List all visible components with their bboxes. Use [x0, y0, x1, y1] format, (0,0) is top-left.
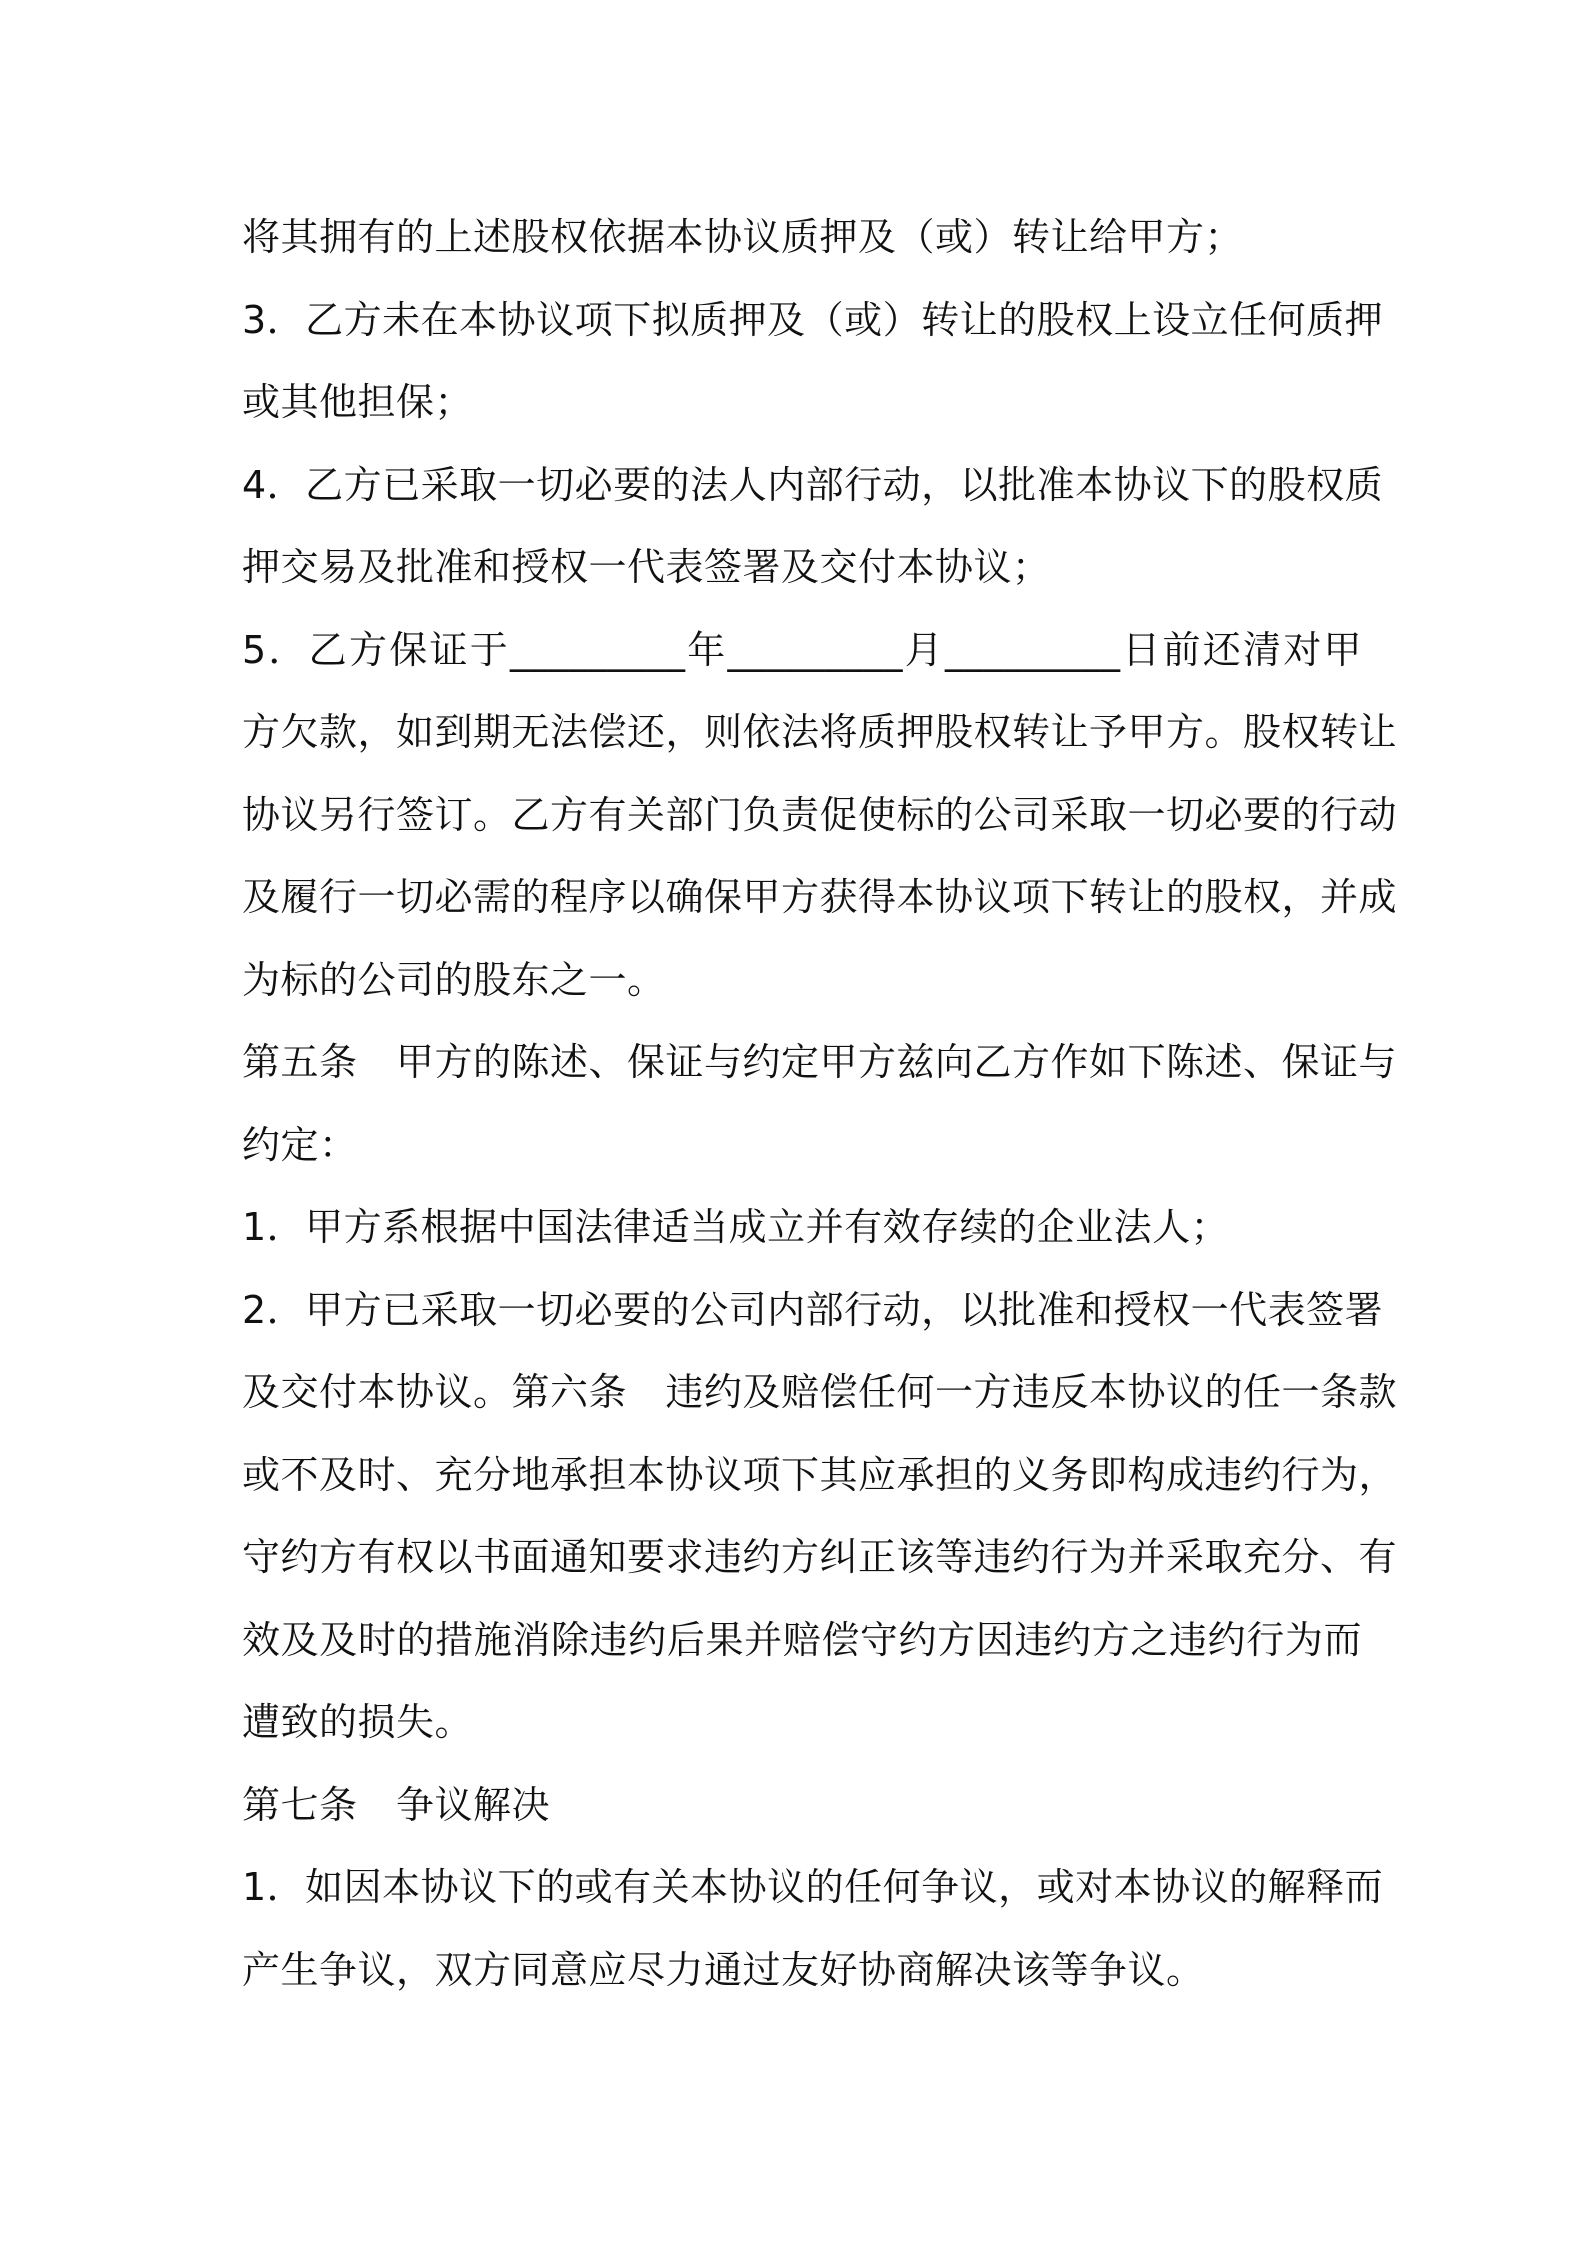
text-line: 协议另行签订。乙方有关部门负责促使标的公司采取一切必要的行动: [242, 792, 1398, 837]
text-line: 方欠款，如到期无法偿还，则依法将质押股权转让予甲方。股权转让: [242, 710, 1398, 754]
text-line: 约定：: [242, 1122, 358, 1167]
text-line: 效及及时的措施消除违约后果并赔偿守约方因违约方之违约行为而: [242, 1617, 1362, 1662]
text-line: 及履行一切必需的程序以确保甲方获得本协议项下转让的股权，并成: [242, 875, 1398, 919]
section-heading-7: 第七条 争议解决: [242, 1782, 551, 1827]
text-line: 2．甲方已采取一切必要的公司内部行动，以批准和授权一代表签署: [242, 1287, 1384, 1332]
text-line: 3．乙方未在本协议项下拟质押及（或）转让的股权上设立任何质押: [242, 297, 1384, 342]
text-line: 遭致的损失。: [242, 1700, 474, 1744]
text-line: 及交付本协议。第六条 违约及赔偿任何一方违反本协议的任一条款: [242, 1370, 1398, 1414]
text-line: 产生争议，双方同意应尽力通过友好协商解决该等争议。: [242, 1947, 1205, 1992]
document-body: [242, 196, 1398, 2011]
text-line: 为标的公司的股东之一。: [242, 957, 666, 1002]
text-line: 4．乙方已采取一切必要的法人内部行动，以批准本协议下的股权质: [242, 462, 1384, 507]
text-line: 1．如因本协议下的或有关本协议的任何争议，或对本协议的解释而: [242, 1865, 1384, 1909]
text-line: 押交易及批准和授权一代表签署及交付本协议；: [242, 545, 1051, 589]
section-heading-5: 第五条 甲方的陈述、保证与约定甲方兹向乙方作如下陈述、保证与: [242, 1040, 1398, 1084]
text-line: 守约方有权以书面通知要求违约方纠正该等违约行为并采取充分、有: [242, 1535, 1398, 1579]
text-line: 5．乙方保证于_________年_________月_________日前还清对甲: [242, 627, 1362, 672]
text-line: 1．甲方系根据中国法律适当成立并有效存续的企业法人；: [242, 1205, 1230, 1249]
text-line: 或其他担保；: [242, 380, 474, 424]
text-line: 或不及时、充分地承担本协议项下其应承担的义务即构成违约行为，: [242, 1452, 1398, 1497]
text-line: 将其拥有的上述股权依据本协议质押及（或）转让给甲方；: [242, 215, 1244, 259]
